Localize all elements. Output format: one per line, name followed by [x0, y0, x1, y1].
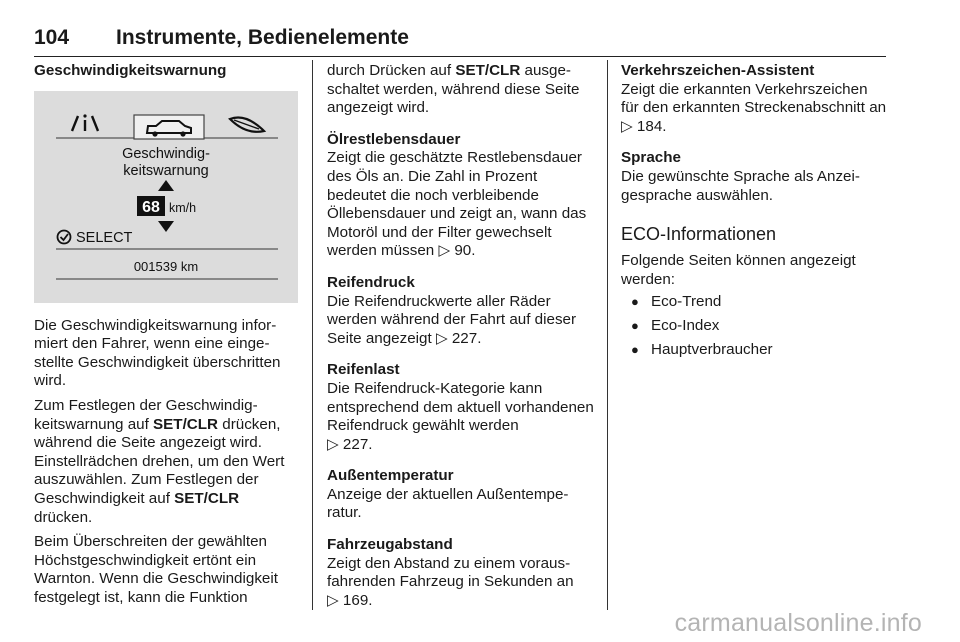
- paragraph: Die Geschwindigkeitswarnung informiert den Fahrer, wenn eine eingestellte Geschwindigkeit überschritten wird.: [34, 316, 281, 390]
- section-heading: Außentemperatur: [327, 467, 454, 485]
- paragraph: Folgende Seiten können angezeigt werden:: [621, 252, 856, 288]
- page-reference[interactable]: 184.: [636, 117, 667, 135]
- section-heading: Ölrestlebensdauer: [327, 130, 461, 148]
- page-number: 104: [34, 26, 70, 49]
- button-name: SET/CLR: [153, 415, 219, 433]
- display-title-line-1: Geschwindig-: [122, 145, 210, 162]
- column-divider: [607, 60, 608, 610]
- list-item: ● Eco-Trend: [621, 293, 889, 312]
- column-2: [327, 62, 595, 623]
- section-heading: Fahrzeugabstand: [327, 536, 453, 554]
- page-header: [34, 22, 886, 57]
- section-tire-pressure: Reifendruck Die Reifendruckwerte aller Räder werden während der Fahrt auf dieser Seite angezeigt ▷ 227.: [327, 274, 595, 348]
- column-1: [34, 62, 300, 614]
- button-name: SET/CLR: [455, 62, 521, 79]
- section-heading: Verkehrszeichen-Assistent: [621, 62, 815, 79]
- list-item: ● Eco-Index: [621, 317, 889, 336]
- paragraph: Zum Festlegen der Geschwindigkeitswarnung auf SET/CLR drücken, während die Seite angezeigt wird. Einstellrädchen drehen, um den Wert auszuwählen. Zum Festlegen der Geschwindigkeit auf SET/CLR drücken.: [34, 396, 285, 526]
- section-title-eco: ECO-Informationen: [621, 224, 777, 245]
- select-label: SELECT: [76, 229, 133, 246]
- page-reference[interactable]: 90.: [454, 242, 476, 260]
- section-heading: Geschwindigkeitswarnung: [34, 62, 227, 79]
- column-divider: [312, 60, 313, 610]
- section-heading: Reifenlast: [327, 361, 400, 379]
- section-heading: Reifendruck: [327, 273, 415, 291]
- reference-arrow-icon: ▷: [327, 435, 339, 453]
- page-reference[interactable]: 227.: [451, 329, 482, 347]
- list-item: ● Hauptverbraucher: [621, 341, 889, 360]
- chapter-title: Instrumente, Bedienelemente: [116, 26, 409, 49]
- reference-arrow-icon: ▷: [327, 591, 339, 609]
- button-name: SET/CLR: [174, 489, 240, 507]
- display-title-line-2: keitswarnung: [123, 162, 209, 179]
- speed-value: 68: [142, 198, 160, 216]
- section-language: Sprache Die gewünschte Sprache als Anzeigesprache auswählen.: [621, 149, 889, 205]
- car-icon: [134, 115, 204, 139]
- speed-unit: km/h: [169, 200, 197, 215]
- section-heading: Sprache: [621, 149, 681, 167]
- reference-arrow-icon: ▷: [621, 117, 633, 135]
- reference-arrow-icon: ▷: [435, 329, 448, 347]
- paragraph: Beim Überschreiten der gewählten Höchstgeschwindigkeit ertönt ein Warnton. Wenn die Geschwindigkeit festgelegt ist, kann die Funktion: [34, 533, 278, 606]
- section-traffic-sign-assistant: Verkehrszeichen-Assistent Zeigt die erkannten Verkehrszeichen für den erkannten Streckenabschnitt an ▷ 184.: [621, 62, 889, 136]
- column-3: [621, 62, 889, 364]
- reference-arrow-icon: ▷: [438, 242, 451, 260]
- odometer: 001539 km: [133, 258, 199, 274]
- speed-warning-display-figure: [34, 91, 298, 303]
- paragraph: durch Drücken auf SET/CLR ausgeschaltet werden, während diese Seite angezeigt wird.: [327, 62, 580, 117]
- section-outside-temperature: Außentemperatur Anzeige der aktuellen Außentemperatur.: [327, 467, 595, 523]
- page-reference[interactable]: 227.: [342, 435, 373, 453]
- page-reference[interactable]: 169.: [342, 591, 373, 609]
- eco-page-list: [621, 293, 889, 359]
- section-tire-load: Reifenlast Die Reifendruck-Kategorie kann entsprechend dem aktuell vorhandenen Reifendruck gewählt werden ▷ 227.: [327, 361, 594, 453]
- watermark: carmanualsonline.info: [674, 609, 922, 637]
- section-oil-life: Ölrestlebensdauer Zeigt die geschätzte Restlebensdauer des Öls an. Die Zahl in Prozent bedeutet die noch verbleibende Öllebensdauer und zeigt an, wann das Motoröl und der Filter gewechselt werden müssen ▷ 90.: [327, 131, 595, 261]
- section-vehicle-distance: Fahrzeugabstand Zeigt den Abstand zu einem vorausfahrenden Fahrzeug in Sekunden an ▷ 169.: [327, 536, 595, 610]
